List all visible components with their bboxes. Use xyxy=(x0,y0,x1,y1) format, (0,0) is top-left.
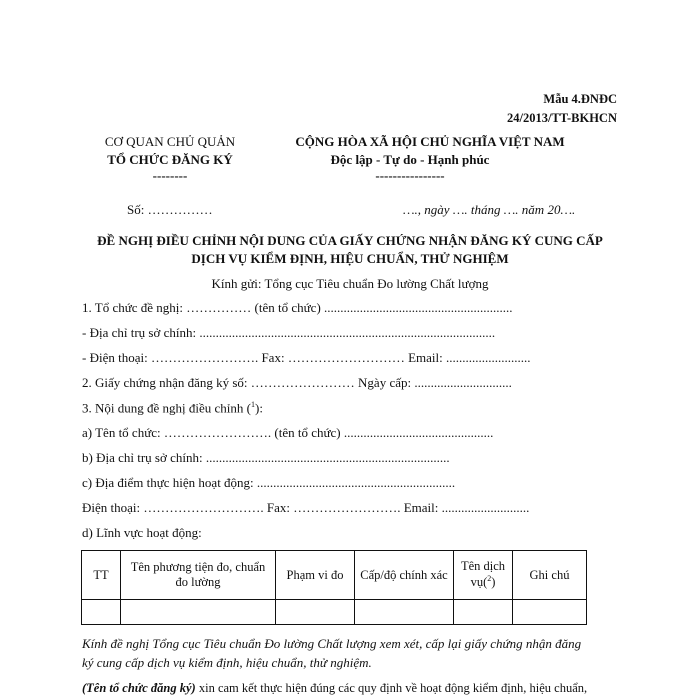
country-title: CỘNG HÒA XÃ HỘI CHỦ NGHĨA VIỆT NAM xyxy=(295,134,565,149)
table-cell xyxy=(121,600,276,625)
form-code-line1: Mẫu 4.ĐNĐC xyxy=(543,92,617,106)
header-accuracy: Cấp/độ chính xác xyxy=(355,551,454,600)
scope-table xyxy=(81,550,587,625)
org-line: TỔ CHỨC ĐĂNG KÝ xyxy=(107,152,233,167)
commitment-line: (Tên tổ chức đăng ký) xin cam kết thực hiện đúng các quy định về hoạt động kiểm định, hiệu chuẩn, xyxy=(82,681,588,695)
table-cell xyxy=(82,600,121,625)
header-tt: TT xyxy=(82,551,121,600)
form-code-line2: 24/2013/TT-BKHCN xyxy=(507,111,617,125)
table-cell xyxy=(355,600,454,625)
field-phone2: Điện thoại: ………………………. Fax: ……………………. Email: ........................... xyxy=(82,500,530,515)
right-dashes: ---------------- xyxy=(375,168,445,183)
field-c-location: c) Địa điểm thực hiện hoạt động: ............................................................. xyxy=(82,475,456,490)
table-cell xyxy=(276,600,355,625)
header-service: Tên dịch vụ($^2$) xyxy=(454,551,513,600)
agency-line: CƠ QUAN CHỦ QUẢN xyxy=(104,134,236,149)
field-d-scope: d) Lĩnh vực hoạt động: xyxy=(82,525,202,540)
field-b-address: b) Địa chỉ trụ sở chính: ........................................................................... xyxy=(82,450,450,465)
field-content: 3. Nội dung đề nghị điều chỉnh ($^1$): xyxy=(82,400,263,416)
document-number: Số: …………… xyxy=(127,202,213,217)
field-a-org-name: a) Tên tổ chức: ……………………. (tên tổ chức) .............................................. xyxy=(82,425,494,440)
left-dashes: -------- xyxy=(152,168,188,183)
document-date: …., ngày …. tháng …. năm 20…. xyxy=(403,202,576,217)
table-cell xyxy=(454,600,513,625)
header-note: Ghi chú xyxy=(513,551,587,600)
header-instrument: Tên phương tiện đo, chuẩn đo lường xyxy=(121,551,276,600)
field-organization: 1. Tổ chức đề nghị: …………… (tên tổ chức) .......................................................... xyxy=(82,300,513,315)
title-line2: DỊCH VỤ KIỂM ĐỊNH, HIỆU CHUẨN, THỬ NGHIỆM xyxy=(191,251,509,266)
field-phone: - Điện thoại: ……………………. Fax: ……………………… Email: .......................... xyxy=(82,350,531,365)
title-line1: ĐỀ NGHỊ ĐIỀU CHỈNH NỘI DUNG CỦA GIẤY CHỨNG NHẬN ĐĂNG KÝ CUNG CẤP xyxy=(97,233,603,248)
table-cell xyxy=(513,600,587,625)
field-certificate: 2. Giấy chứng nhận đăng ký số: …………………… Ngày cấp: .............................. xyxy=(82,375,512,390)
field-address: - Địa chỉ trụ sở chính: ........................................................................................... xyxy=(82,325,496,340)
motto: Độc lập - Tự do - Hạnh phúc xyxy=(330,152,490,167)
recipient: Kính gửi: Tổng cục Tiêu chuẩn Đo lường Chất lượng xyxy=(211,276,489,291)
request-line2: ký cung cấp dịch vụ kiểm định, hiệu chuẩn, thử nghiệm. xyxy=(82,655,372,670)
request-line1: Kính đề nghị Tổng cục Tiêu chuẩn Đo lường Chất lượng xem xét, cấp lại giấy chứng nhận đăng xyxy=(82,636,582,651)
header-range: Phạm vi đo xyxy=(276,551,355,600)
